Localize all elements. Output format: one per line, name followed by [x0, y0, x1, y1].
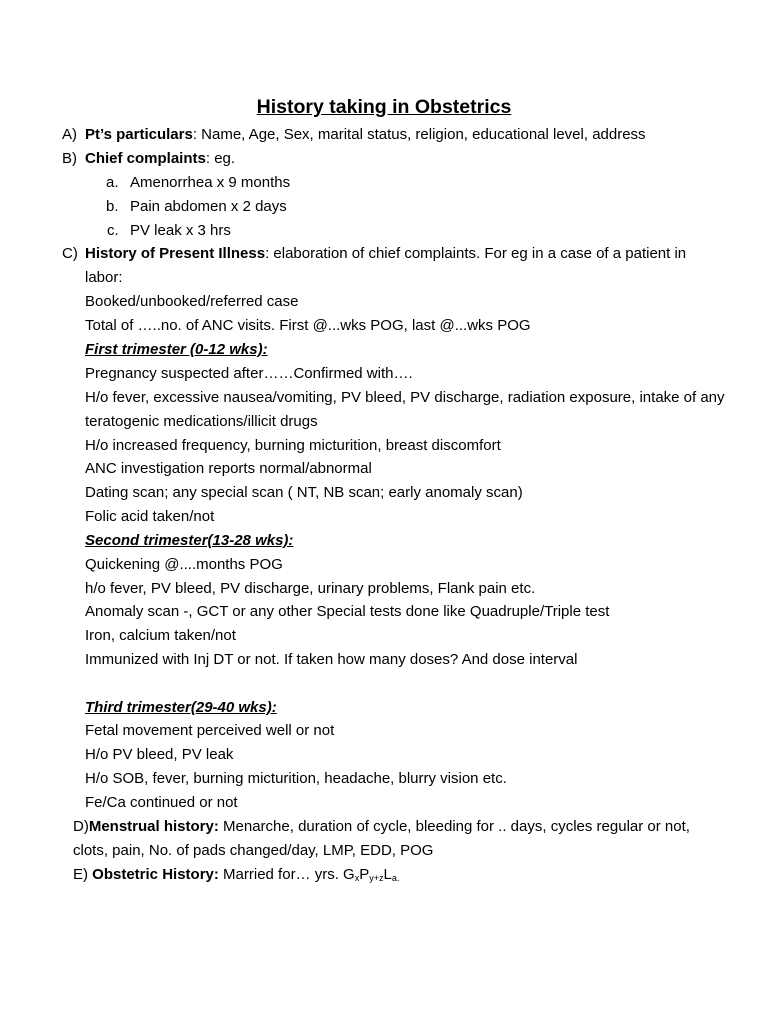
list-item-marker: a. — [106, 174, 119, 191]
text-line: Fetal movement perceived well or not — [85, 722, 335, 739]
text-line: Anomaly scan -, GCT or any other Special tests done like Quadruple/Triple test — [85, 603, 610, 620]
list-item-marker: c. — [107, 222, 119, 239]
section-a-line — [85, 125, 646, 145]
para-subscript: y+z — [369, 873, 384, 883]
text-line: H/o PV bleed, PV leak — [85, 746, 234, 763]
list-item: PV leak x 3 hrs — [130, 222, 231, 239]
section-c-line — [85, 244, 686, 264]
section-d-text: Menarche, duration of cycle, bleeding for .. days, cycles regular or not, — [218, 818, 690, 835]
list-item: Pain abdomen x 2 days — [130, 198, 287, 215]
para-letter: P — [359, 866, 370, 883]
text-line: ANC investigation reports normal/abnormal — [85, 460, 372, 477]
text-line: Immunized with Inj DT or not. If taken how many doses? And dose interval — [85, 651, 578, 668]
text-line: Dating scan; any special scan ( NT, NB scan; early anomaly scan) — [85, 484, 523, 501]
text-line: H/o SOB, fever, burning micturition, headache, blurry vision etc. — [85, 770, 507, 787]
text-line: H/o increased frequency, burning micturition, breast discomfort — [85, 437, 501, 454]
section-e-line — [73, 865, 399, 885]
section-a-heading: Pt’s particulars — [85, 126, 193, 143]
section-e-text: Married for… yrs. G — [218, 866, 355, 883]
section-e-heading: Obstetric History: — [92, 866, 219, 883]
text-line: Iron, calcium taken/not — [85, 627, 236, 644]
text-line: Pregnancy suspected after……Confirmed with…. — [85, 365, 413, 382]
section-d-marker: D) — [73, 818, 89, 835]
section-b-line — [85, 149, 235, 169]
first-trimester-heading: First trimester (0-12 wks): — [85, 341, 268, 358]
second-trimester-heading: Second trimester(13-28 wks): — [85, 532, 294, 549]
gravida-subscript: x — [354, 873, 360, 883]
text-line: Booked/unbooked/referred case — [85, 293, 299, 310]
page-title: History taking in Obstetrics — [256, 96, 512, 118]
section-c-text: : elaboration of chief complaints. For eg in a case of a patient in — [265, 245, 687, 262]
section-a-marker: A) — [62, 126, 77, 143]
section-b-text: : eg. — [205, 150, 236, 167]
section-a-text: : Name, Age, Sex, marital status, religion, educational level, address — [192, 126, 646, 143]
section-b-marker: B) — [62, 150, 77, 167]
list-item: Amenorrhea x 9 months — [130, 174, 291, 191]
text-line: H/o fever, excessive nausea/vomiting, PV bleed, PV discharge, radiation exposure, intake of any — [85, 389, 725, 406]
section-b-heading: Chief complaints — [85, 150, 206, 167]
section-c-heading: History of Present Illness — [85, 245, 266, 262]
living-subscript: a. — [391, 873, 400, 883]
list-item-marker: b. — [106, 198, 119, 215]
text-line: Quickening @....months POG — [85, 556, 283, 573]
section-d-text-cont: clots, pain, No. of pads changed/day, LMP, EDD, POG — [73, 842, 434, 859]
text-line: teratogenic medications/illicit drugs — [85, 413, 318, 430]
section-d-line — [73, 817, 690, 837]
text-line: Total of …..no. of ANC visits. First @...wks POG, last @...wks POG — [85, 317, 531, 334]
text-line: Fe/Ca continued or not — [85, 794, 238, 811]
section-e-marker: E) — [73, 866, 93, 883]
text-line: h/o fever, PV bleed, PV discharge, urinary problems, Flank pain etc. — [85, 580, 536, 597]
living-letter: L — [383, 866, 392, 883]
section-c-marker: C) — [62, 245, 78, 262]
section-c-text-cont: labor: — [85, 269, 123, 286]
section-d-heading: Menstrual history: — [88, 818, 219, 835]
text-line: Folic acid taken/not — [85, 508, 215, 525]
third-trimester-heading: Third trimester(29-40 wks): — [85, 699, 277, 716]
